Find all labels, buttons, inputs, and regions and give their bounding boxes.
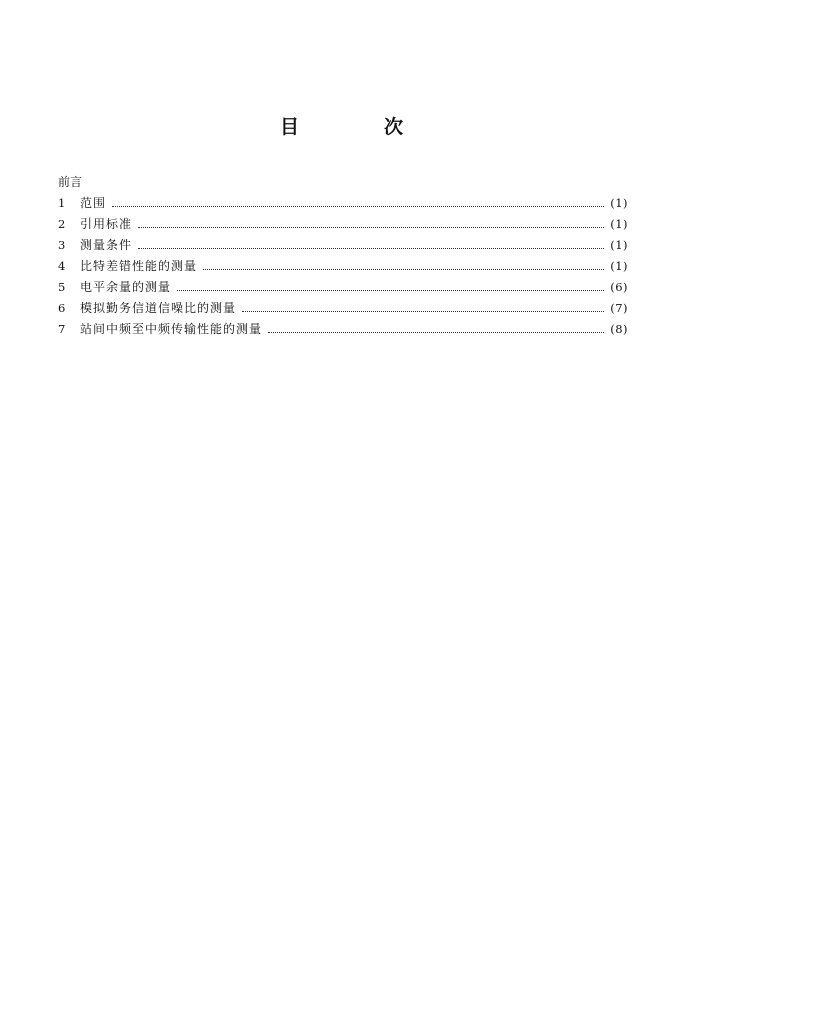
toc-entry[interactable] <box>58 256 628 277</box>
toc-entry-number: 7 <box>58 322 66 336</box>
dot-leader <box>203 256 604 277</box>
toc-entry-page: (7) <box>610 301 628 315</box>
dot-leader <box>242 298 604 319</box>
toc-entry-page: (1) <box>610 217 628 231</box>
toc-entry[interactable] <box>58 214 628 235</box>
toc-entry-label: 范围 <box>80 196 107 210</box>
dot-leader <box>138 235 604 256</box>
toc-title-char-1: 目 <box>280 116 300 138</box>
toc-entry[interactable] <box>58 298 628 319</box>
dot-leader <box>177 277 604 298</box>
toc-entry-number: 6 <box>58 301 66 315</box>
toc-entry[interactable] <box>58 319 628 340</box>
toc-entry-page: (6) <box>610 280 628 294</box>
toc-entry-label: 站间中频至中频传输性能的测量 <box>80 322 263 336</box>
toc-entry-label: 比特差错性能的测量 <box>80 259 198 273</box>
toc-entry-label: 模拟勤务信道信噪比的测量 <box>80 301 237 315</box>
toc-entry-number: 5 <box>58 280 66 294</box>
toc-entry-page: (8) <box>610 322 628 336</box>
toc-foreword-label: 前言 <box>58 175 83 189</box>
toc-entry-number: 1 <box>58 196 66 210</box>
toc-entry-number: 4 <box>58 259 66 273</box>
toc-entry-label: 引用标准 <box>80 217 133 231</box>
toc-entry-page: (1) <box>610 196 628 210</box>
dot-leader <box>112 193 604 214</box>
toc-entry-page: (1) <box>610 238 628 252</box>
toc-title-char-2: 次 <box>384 116 404 138</box>
table-of-contents <box>58 172 628 340</box>
toc-entry-label: 电平余量的测量 <box>80 280 172 294</box>
toc-entry-label: 测量条件 <box>80 238 133 252</box>
toc-entry-number: 3 <box>58 238 66 252</box>
dot-leader <box>268 319 604 340</box>
toc-title <box>280 112 420 142</box>
toc-entry-number: 2 <box>58 217 66 231</box>
toc-entry[interactable] <box>58 277 628 298</box>
toc-entry[interactable] <box>58 235 628 256</box>
toc-entry[interactable] <box>58 193 628 214</box>
toc-entry-page: (1) <box>610 259 628 273</box>
dot-leader <box>138 214 604 235</box>
toc-foreword[interactable] <box>58 172 628 193</box>
